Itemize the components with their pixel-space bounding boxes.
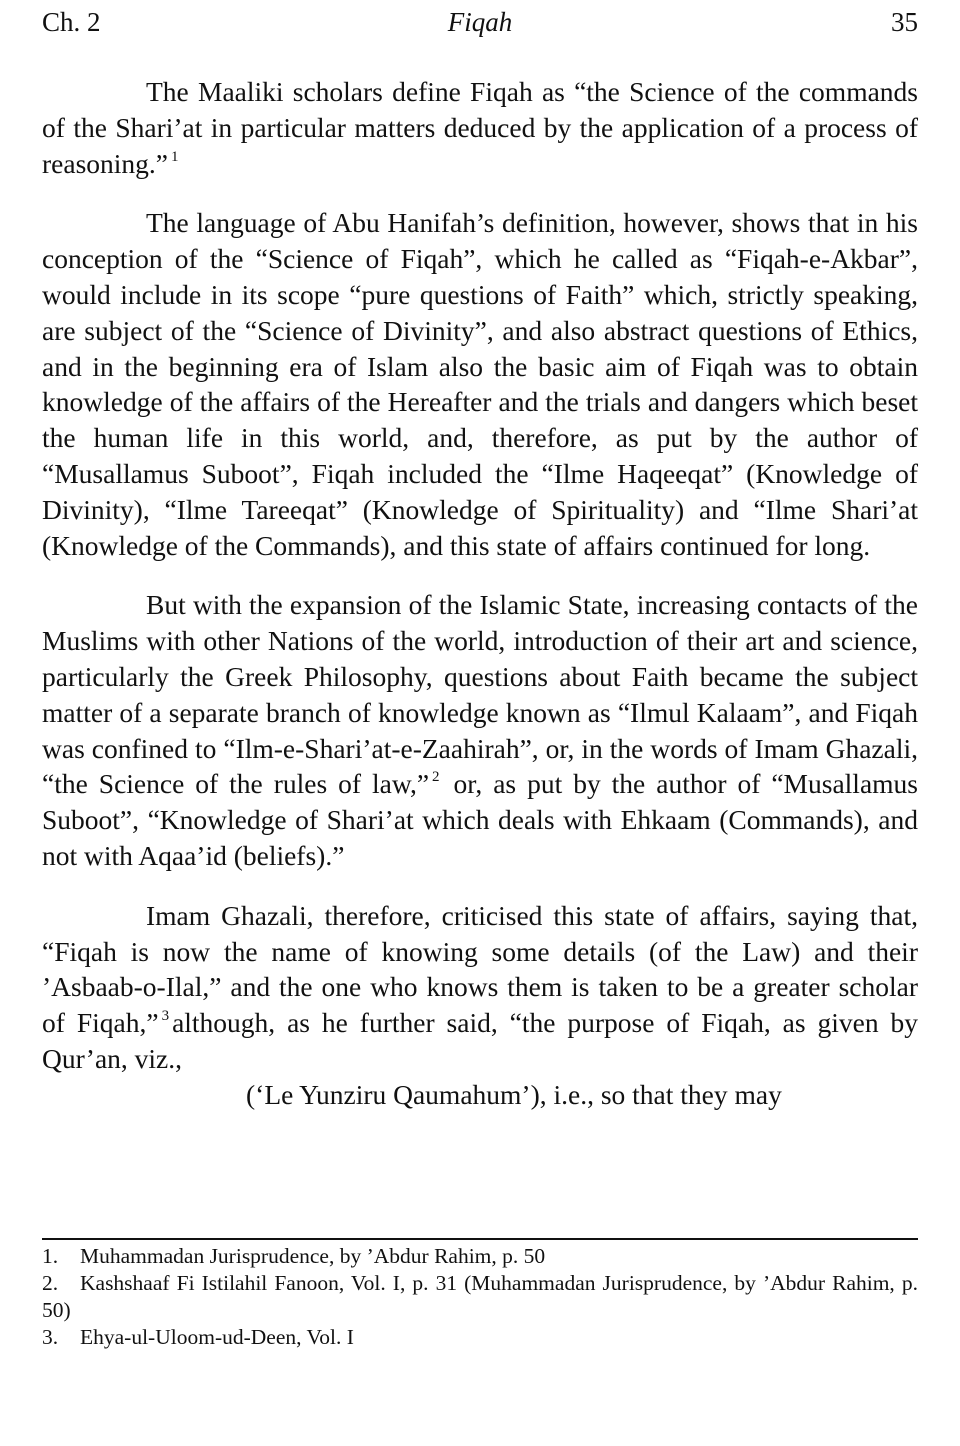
- footnote-number: 3.: [42, 1325, 59, 1349]
- footnotes: [42, 1243, 918, 1351]
- paragraph-4: [42, 898, 918, 1077]
- body-text: [42, 74, 918, 1113]
- footnote-number: 2.: [42, 1271, 59, 1295]
- paragraph-text: Imam Ghazali, therefore, criticised this state of affairs, saying that, “Fiqah is now the name of knowing some details (of the Law) and their ’Asbaab-o-Ilal,” and the one who knows them is taken to be a greater scholar of Fiqah,”: [42, 899, 918, 1039]
- paragraph-2: [42, 205, 918, 563]
- footnote-number: 1.: [42, 1244, 59, 1268]
- running-title: Fiqah: [447, 7, 513, 37]
- quote-line: (‘Le Yunziru Qaumahum’), i.e., so that they may: [246, 1078, 782, 1110]
- footnote-divider: [42, 1238, 918, 1240]
- page-number: 35: [891, 7, 918, 37]
- footnote-ref-2: 2: [432, 769, 440, 786]
- paragraph-1: [42, 74, 918, 181]
- footnote-text: Muhammadan Jurisprudence, by ’Abdur Rahim, p. 50: [80, 1244, 546, 1268]
- paragraph-3: [42, 587, 918, 873]
- paragraph-text: The language of Abu Hanifah’s definition, however, shows that in his conception of the “Science of Fiqah”, which he called as “Fiqah-e-Akbar”, would include in its scope “pure questions of Faith” which, strictly speaking, are subject of the “Science of Divinity”, and also abstract questions of Ethics, and in the beginning era of Islam also the basic aim of Fiqah was to obtain knowledge of the affairs of the Hereafter and the trials and dangers which beset the human life in this world, and, therefore, as put by the author of “Musallamus Suboot”, Fiqah included the “Ilme Haqeeqat” (Knowledge of Divinity), “Ilme Tareeqat” (Knowledge of Spirituality) and “Ilme Shari’at (Knowledge of the Commands), and this state of affairs continued for long.: [42, 207, 918, 561]
- footnote-3: [42, 1324, 918, 1351]
- footnote-ref-3: 3: [161, 1008, 170, 1025]
- paragraph-text-continued: or, as put by the author of “Musallamus Suboot”, “Knowledge of Shari’at which deals with Ehkaam (Commands), and not with Aqaa’id (beliefs).”: [42, 768, 918, 871]
- running-header: [42, 4, 918, 40]
- chapter-label: Ch. 2: [42, 7, 101, 37]
- footnote-text: Kashshaaf Fi Istilahil Fanoon, Vol. I, p. 31 (Muhammadan Jurisprudence, by ’Abdur Rahim, p. 50): [42, 1271, 918, 1322]
- paragraph-text-continued: although, as he further said, “the purpose of Fiqah, as given by Qur’an, viz.,: [42, 1007, 918, 1074]
- footnote-2: [42, 1270, 918, 1324]
- footnote-1: [42, 1243, 918, 1270]
- footnote-ref-1: 1: [171, 148, 179, 165]
- paragraph-text: The Maaliki scholars define Fiqah as “the Science of the commands of the Shari’at in particular matters deduced by the application of a process of reasoning.”: [42, 76, 918, 179]
- footnote-text: Ehya-ul-Uloom-ud-Deen, Vol. I: [80, 1325, 354, 1349]
- paragraph-text: But with the expansion of the Islamic State, increasing contacts of the Muslims with other Nations of the world, introduction of their art and science, particularly the Greek Philosophy, questions about Faith became the subject matter of a separate branch of knowledge known as “Ilmul Kalaam”, and Fiqah was confined to “Ilm-e-Shari’at-e-Zaahirah”, or, in the words of Imam Ghazali, “the Science of the rules of law,”: [42, 589, 918, 800]
